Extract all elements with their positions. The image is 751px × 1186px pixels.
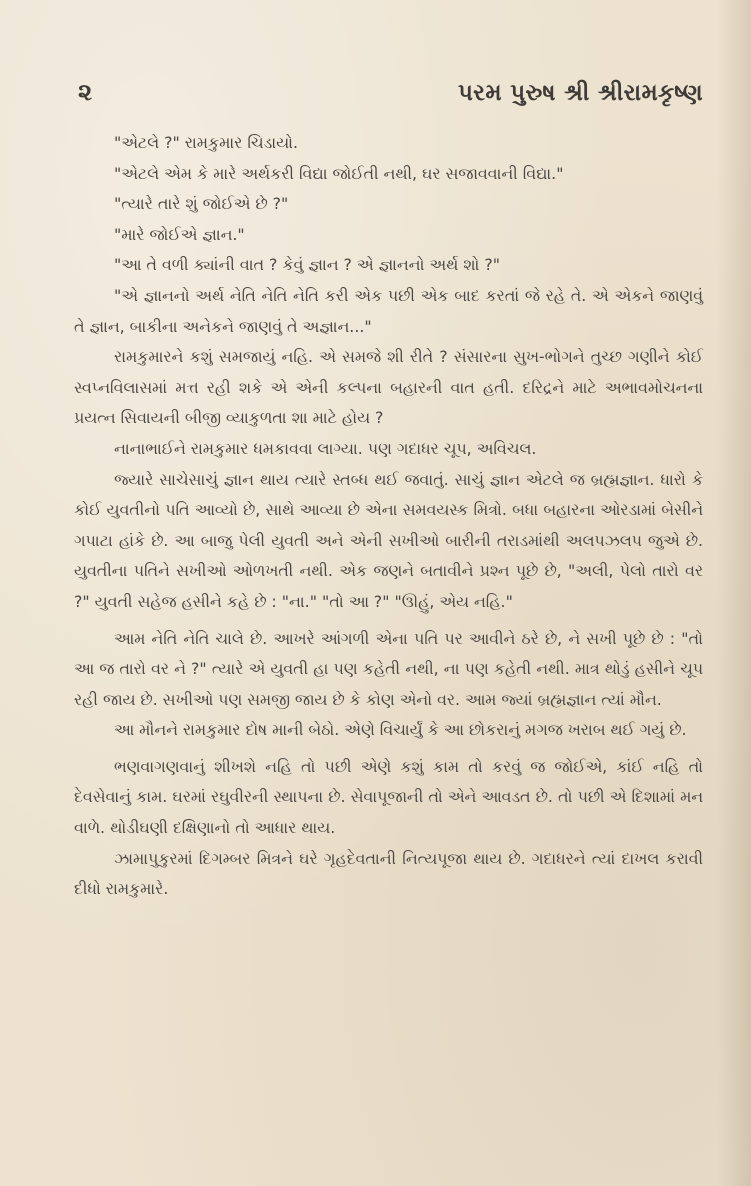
paragraph: રામકુમારને કશું સમજાયું નહિ. એ સમજે શી રીતે ? સંસારના સુખ-ભોગને તુચ્છ ગણીને કોઈ સ્વપ્નવિલાસમાં મત્ત રહી શકે એ એની કલ્પના બહારની વાત હતી. દરિદ્રને માટે અભાવમોચનના પ્રયત્ન સિવાયની બીજી વ્યાકુળતા શા માટે હોય ?: [74, 347, 703, 428]
paragraph: ભણવાગણવાનું શીખશે નહિ તો પછી એણે કશું કામ તો કરવું જ જોઈએ, કાંઈ નહિ તો દેવસેવાનું કામ. ઘરમાં રઘુવીરની સ્થાપના છે. સેવાપૂજાની તો એને આવડત છે. તો પછી એ દિશામાં મન વાળે. થોડીઘણી દક્ષિણાનો તો આધાર થાય.: [74, 756, 703, 838]
paragraph: "ત્યારે તારે શું જોઈએ છે ?": [114, 194, 289, 214]
paragraph: જ્યારે સાચેસાચું જ્ઞાન થાય ત્યારે સ્તબ્ધ થઈ જવાતું. સાચું જ્ઞાન એટલે જ બ્રહ્મજ્ઞાન. ધારો કે કોઈ યુવતીનો પતિ આવ્યો છે, સાથે આવ્યા છે એના સમવયસ્ક મિત્રો. બધા બહારના ઓરડામાં બેસીને ગપાટા હાંકે છે. આ બાજુ પેલી યુવતી અને એની સખીઓ બારીની તરાડમાંથી અલપઝલપ જુએ છે. યુવતીના પતિને સખીઓ ઓળખતી નથી. એક જણને બતાવીને પ્રશ્ન પૂછે છે, "અલી, પેલો તારો વર ?" યુવતી સહેજ હસીને કહે છે : "ના." "તો આ ?" "ઊહું, એય નહિ.": [74, 469, 703, 611]
paragraph: "મારે જોઈએ જ્ઞાન.": [114, 224, 245, 244]
page-edge-shadow: [717, 0, 751, 1186]
page-header: [78, 78, 703, 106]
paragraph: "એ જ્ઞાનનો અર્થ નેતિ નેતિ નેતિ કરી એક પછી એક બાદ કરતાં જે રહે તે. એ એકને જાણવું તે જ્ઞાન, બાકીના અનેકને જાણવું તે અજ્ઞાન...": [74, 285, 703, 336]
paragraph: ઝામાપુકુરમાં દિગમ્બર મિત્રને ઘરે ગૃહદેવતાની નિત્યપૂજા થાય છે. ગદાધરને ત્યાં દાખલ કરાવી દીધો રામકુમારે.: [74, 848, 703, 899]
page-body: [74, 128, 703, 905]
paragraph: નાનાભાઈને રામકુમાર ધમકાવવા લાગ્યા. પણ ગદાધર ચૂપ, અવિચલ.: [114, 438, 537, 458]
paragraph: આમ નેતિ નેતિ ચાલે છે. આખરે આંગળી એના પતિ પર આવીને ઠરે છે, ને સખી પૂછે છે : "તો આ જ તારો વર ને ?" ત્યારે એ યુવતી હા પણ કહેતી નથી, ના પણ કહેતી નથી. માત્ર થોડું હસીને ચૂપ રહી જાય છે. સખીઓ પણ સમજી જાય છે કે કોણ એનો વર. આમ જ્યાં બ્રહ્મજ્ઞાન ત્યાં મૌન.: [74, 628, 703, 709]
paragraph: આ મૌનને રામકુમાર દોષ માની બેઠો. એણે વિચાર્યું કે આ છોકરાનું મગજ ખરાબ થઈ ગયું છે.: [114, 720, 687, 740]
page-number: ૨: [78, 78, 93, 106]
paragraph: "એટલે એમ કે મારે અર્થકરી વિદ્યા જોઈતી નથી, ઘર સજાવવાની વિદ્યા.": [114, 163, 564, 183]
running-title: પરમ પુરુષ શ્રી શ્રીરામકૃષ્ણ: [457, 80, 703, 106]
paragraph: "એટલે ?" રામકુમાર ચિડાયો.: [114, 133, 298, 152]
paragraph: "આ તે વળી ક્યાંની વાત ? કેવું જ્ઞાન ? એ જ્ઞાનનો અર્થ શો ?": [114, 255, 501, 275]
